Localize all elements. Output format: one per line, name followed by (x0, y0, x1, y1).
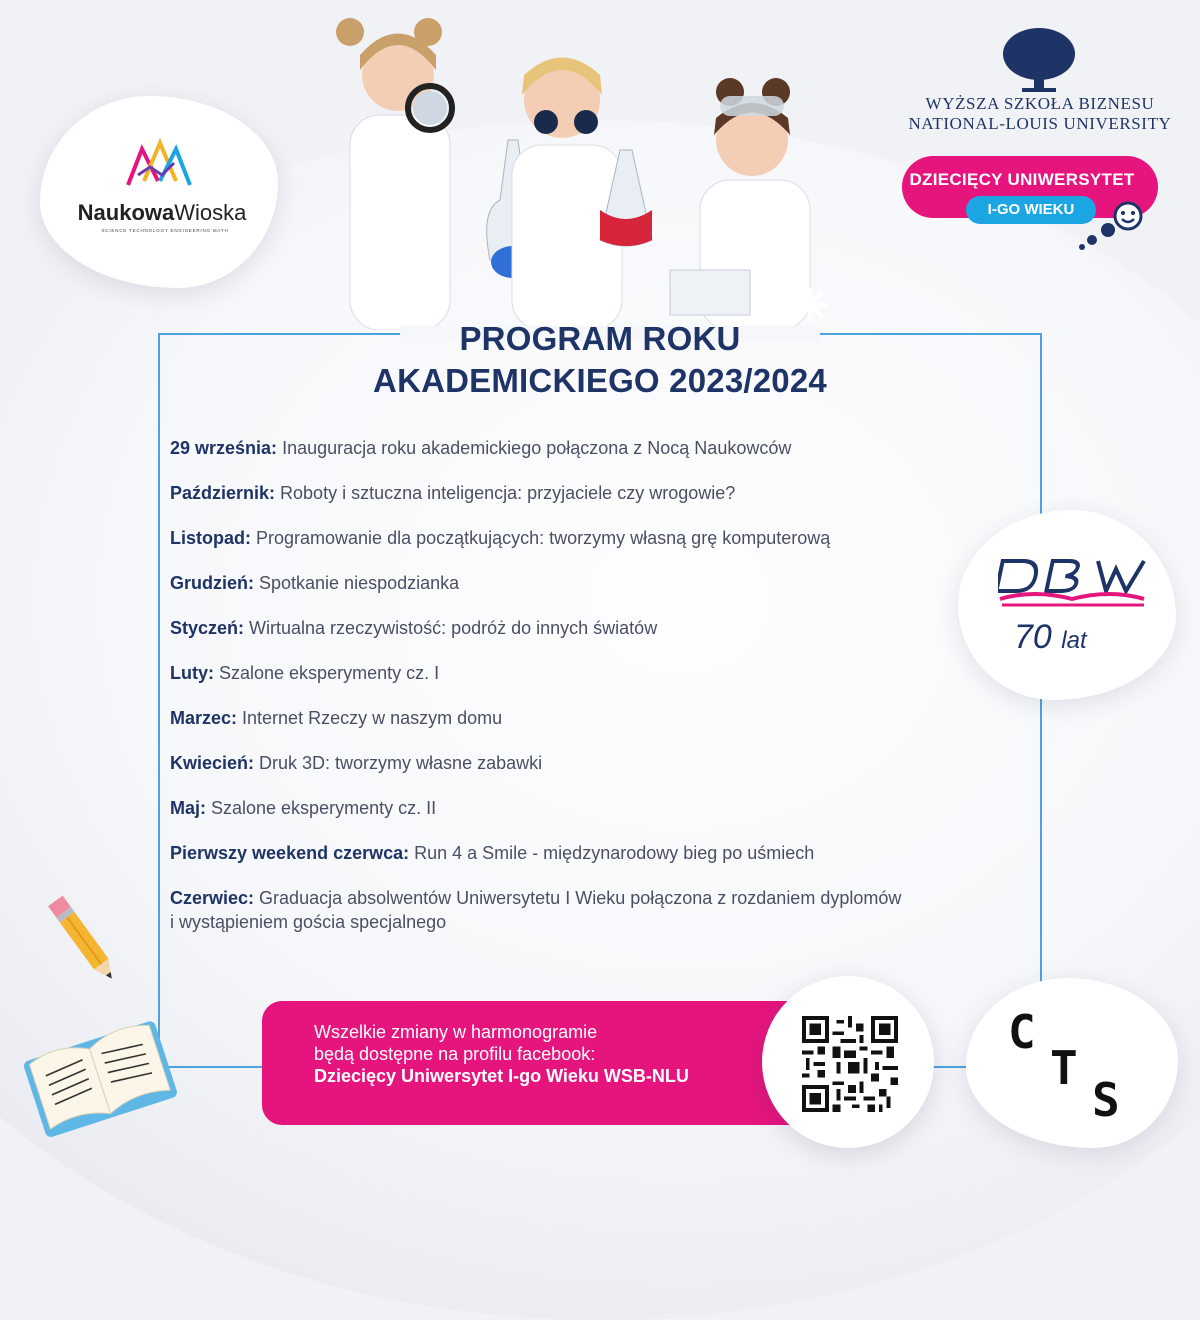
open-book-icon (12, 1010, 182, 1140)
cts-logo (1000, 1005, 1140, 1125)
wsb-name: WYŻSZA SZKOŁA BIZNESU NATIONAL-LOUIS UNIVERSITY (908, 94, 1172, 133)
schedule-item: Maj: Szalone eksperymenty cz. II (170, 798, 437, 818)
schedule-item: Grudzień: Spotkanie niespodzianka (170, 573, 460, 593)
schedule-item: Styczeń: Wirtualna rzeczywistość: podróż do innych światów (170, 618, 658, 638)
schedule-item: Czerwiec: Graduacja absolwentów Uniwersytetu I Wieku połączona z rozdaniem dyplomów i wystąpieniem gościa specjalnego (170, 888, 902, 932)
schedule-item: Kwiecień: Druk 3D: tworzymy własne zabawki (170, 753, 543, 773)
dbw-logo (998, 555, 1148, 625)
bubble-dots (1076, 222, 1116, 252)
du-title: DZIECIĘCY UNIWERSYTET (909, 170, 1135, 189)
schedule-item: Luty: Szalone eksperymenty cz. I (170, 663, 440, 683)
schedule-item: 29 września: Inauguracja roku akademickiego połączona z Nocą Naukowców (170, 438, 792, 458)
schedule-item: Marzec: Internet Rzeczy w naszym domu (170, 708, 503, 728)
kid-right (670, 78, 810, 330)
schedule-item: Październik: Roboty i sztuczna inteligencja: przyjaciele czy wrogowie? (170, 483, 736, 503)
notice-text: Wszelkie zmiany w harmonogramie będą dostępne na profilu facebook: Dziecięcy Uniwersytet I-go Wieku WSB-NLU (314, 1022, 689, 1086)
dbw-anniversary: 70 lat (1014, 618, 1087, 656)
schedule-list (170, 436, 990, 934)
page-title: PROGRAM ROKU AKADEMICKIEGO 2023/2024 (373, 320, 827, 399)
naukowa-wioska-logo-mark (124, 135, 194, 193)
naukowa-wioska-tagline: SCIENCE TECHNOLOGY ENGINEERING MATH (101, 228, 229, 233)
sparkle (795, 290, 825, 320)
cts-letter-s: S (1092, 1073, 1120, 1127)
pencil-icon (36, 884, 130, 994)
kids-science-illustration (300, 0, 860, 330)
kid-middle (512, 58, 652, 331)
cts-letter-c: C (1008, 1005, 1036, 1059)
qr-code[interactable] (802, 1016, 898, 1112)
naukowa-wioska-name: NaukowaWioska (77, 200, 247, 225)
kid-left (336, 18, 539, 330)
schedule-item: Listopad: Programowanie dla początkujących: tworzymy własną grę komputerową (170, 528, 831, 548)
du-subtitle: I-GO WIEKU (966, 196, 1096, 224)
cts-letter-t: T (1050, 1041, 1078, 1095)
schedule-item: Pierwszy weekend czerwca: Run 4 a Smile - międzynarodowy bieg po uśmiech (170, 843, 815, 863)
wsb-tree-icon (1000, 26, 1078, 94)
smiley-icon (1112, 200, 1144, 232)
